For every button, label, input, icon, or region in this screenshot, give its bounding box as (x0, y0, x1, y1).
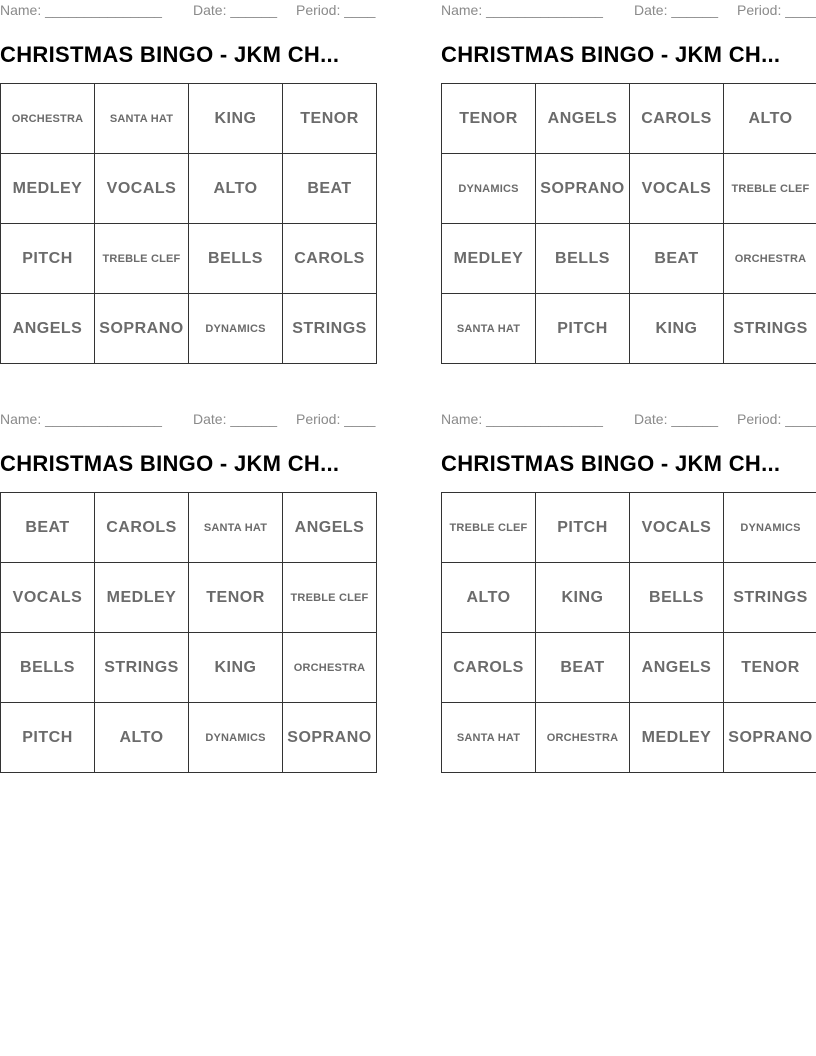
bingo-cell[interactable]: STRINGS (283, 294, 377, 364)
bingo-cell[interactable]: CAROLS (630, 84, 724, 154)
bingo-cell[interactable]: SANTA HAT (442, 294, 536, 364)
date-field[interactable]: Date: ______ (193, 2, 278, 18)
date-field[interactable]: Date: ______ (634, 411, 719, 427)
name-field[interactable]: Name: _______________ (0, 411, 162, 427)
bingo-cell[interactable]: MEDLEY (630, 703, 724, 773)
card-title: CHRISTMAS BINGO - JKM CH... (0, 42, 340, 67)
bingo-cell[interactable]: DYNAMICS (724, 493, 816, 563)
bingo-row (442, 703, 816, 773)
bingo-cell[interactable]: DYNAMICS (442, 154, 536, 224)
bingo-cell[interactable]: ANGELS (536, 84, 630, 154)
date-field[interactable]: Date: ______ (193, 411, 278, 427)
card-title: CHRISTMAS BINGO - JKM CH... (0, 451, 340, 476)
bingo-cell[interactable]: BEAT (536, 633, 630, 703)
bingo-grid (0, 492, 377, 773)
bingo-card-2 (441, 0, 816, 337)
bingo-cell[interactable]: CAROLS (283, 224, 377, 294)
student-info-header (441, 409, 816, 431)
bingo-cell[interactable]: KING (630, 294, 724, 364)
bingo-cell[interactable]: SOPRANO (536, 154, 630, 224)
bingo-cell[interactable]: PITCH (536, 294, 630, 364)
bingo-row (1, 294, 377, 364)
bingo-cell[interactable]: STRINGS (724, 563, 816, 633)
bingo-card-1 (0, 0, 376, 337)
name-field[interactable]: Name: _______________ (441, 411, 603, 427)
bingo-cell[interactable]: TENOR (724, 633, 816, 703)
bingo-row (1, 224, 377, 294)
bingo-row (442, 154, 816, 224)
bingo-row (442, 294, 816, 364)
bingo-row (442, 633, 816, 703)
bingo-cell[interactable]: ORCHESTRA (724, 224, 816, 294)
bingo-cell[interactable]: ANGELS (630, 633, 724, 703)
bingo-cell[interactable]: ANGELS (1, 294, 95, 364)
bingo-cell[interactable]: ORCHESTRA (283, 633, 377, 703)
bingo-cell[interactable]: TREBLE CLEF (442, 493, 536, 563)
bingo-row (1, 563, 377, 633)
bingo-cell[interactable]: MEDLEY (442, 224, 536, 294)
bingo-cell[interactable]: KING (189, 84, 283, 154)
bingo-cell[interactable]: CAROLS (95, 493, 189, 563)
bingo-cell[interactable]: KING (189, 633, 283, 703)
period-field[interactable]: Period: ____ (296, 411, 376, 427)
bingo-row (1, 703, 377, 773)
bingo-cell[interactable]: VOCALS (1, 563, 95, 633)
date-field[interactable]: Date: ______ (634, 2, 719, 18)
bingo-cell[interactable]: TENOR (283, 84, 377, 154)
bingo-row (442, 493, 816, 563)
student-info-header (0, 0, 375, 22)
bingo-cell[interactable]: STRINGS (724, 294, 816, 364)
bingo-row (1, 154, 377, 224)
name-field[interactable]: Name: _______________ (441, 2, 603, 18)
name-field[interactable]: Name: _______________ (0, 2, 162, 18)
bingo-cell[interactable]: KING (536, 563, 630, 633)
bingo-cell[interactable]: TREBLE CLEF (724, 154, 816, 224)
period-field[interactable]: Period: ____ (296, 2, 376, 18)
bingo-cell[interactable]: CAROLS (442, 633, 536, 703)
bingo-row (442, 563, 816, 633)
bingo-cell[interactable]: BELLS (1, 633, 95, 703)
bingo-cell[interactable]: BELLS (630, 563, 724, 633)
bingo-grid (441, 83, 816, 364)
bingo-cell[interactable]: SOPRANO (95, 294, 189, 364)
bingo-grid (441, 492, 816, 773)
bingo-cell[interactable]: ALTO (189, 154, 283, 224)
bingo-cell[interactable]: BEAT (630, 224, 724, 294)
bingo-cell[interactable]: SANTA HAT (189, 493, 283, 563)
bingo-row (1, 84, 377, 154)
bingo-row (442, 84, 816, 154)
bingo-cell[interactable]: SANTA HAT (95, 84, 189, 154)
bingo-row (1, 633, 377, 703)
bingo-row (1, 493, 377, 563)
card-title: CHRISTMAS BINGO - JKM CH... (441, 451, 781, 476)
bingo-cell[interactable]: TREBLE CLEF (283, 563, 377, 633)
student-info-header (0, 409, 375, 431)
bingo-cell[interactable]: PITCH (1, 224, 95, 294)
bingo-card-3 (0, 409, 376, 746)
card-title: CHRISTMAS BINGO - JKM CH... (441, 42, 781, 67)
bingo-cell[interactable]: ORCHESTRA (536, 703, 630, 773)
bingo-cell[interactable]: BEAT (1, 493, 95, 563)
bingo-cell[interactable]: VOCALS (95, 154, 189, 224)
bingo-cell[interactable]: TREBLE CLEF (95, 224, 189, 294)
bingo-cell[interactable]: MEDLEY (95, 563, 189, 633)
bingo-cell[interactable]: VOCALS (630, 493, 724, 563)
bingo-cell[interactable]: BELLS (189, 224, 283, 294)
bingo-card-4 (441, 409, 816, 746)
bingo-cell[interactable]: SOPRANO (724, 703, 816, 773)
bingo-cell[interactable]: STRINGS (95, 633, 189, 703)
bingo-cell[interactable]: VOCALS (630, 154, 724, 224)
bingo-cell[interactable]: DYNAMICS (189, 703, 283, 773)
period-field[interactable]: Period: ____ (737, 411, 816, 427)
bingo-row (442, 224, 816, 294)
bingo-cell[interactable]: SOPRANO (283, 703, 377, 773)
bingo-cell[interactable]: PITCH (1, 703, 95, 773)
bingo-cell[interactable]: TENOR (189, 563, 283, 633)
bingo-cell[interactable]: BEAT (283, 154, 377, 224)
bingo-cell[interactable]: PITCH (536, 493, 630, 563)
bingo-cell[interactable]: ORCHESTRA (1, 84, 95, 154)
bingo-cell[interactable]: MEDLEY (1, 154, 95, 224)
bingo-cell[interactable]: TENOR (442, 84, 536, 154)
student-info-header (441, 0, 816, 22)
bingo-grid (0, 83, 377, 364)
bingo-cell[interactable]: ALTO (442, 563, 536, 633)
bingo-cell[interactable]: ANGELS (283, 493, 377, 563)
bingo-cell[interactable]: ALTO (724, 84, 816, 154)
bingo-cell[interactable]: DYNAMICS (189, 294, 283, 364)
period-field[interactable]: Period: ____ (737, 2, 816, 18)
bingo-cell[interactable]: SANTA HAT (442, 703, 536, 773)
bingo-cell[interactable]: ALTO (95, 703, 189, 773)
bingo-cell[interactable]: BELLS (536, 224, 630, 294)
